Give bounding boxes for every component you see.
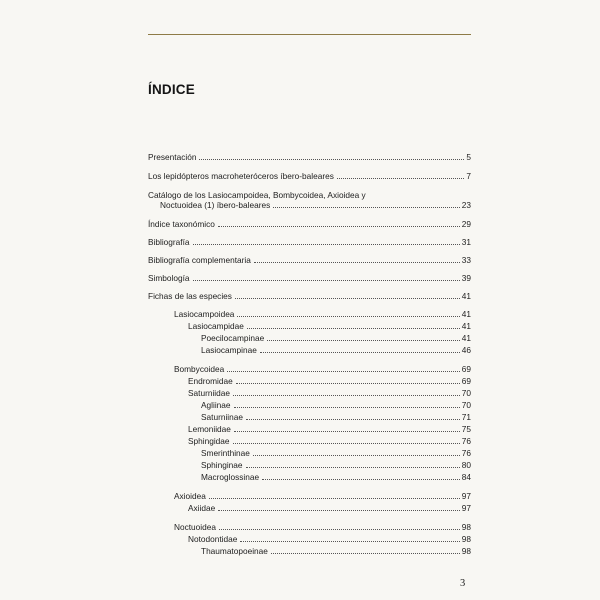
toc-entry-page: 69 [461, 364, 471, 374]
toc-entry-page: 5 [466, 152, 471, 162]
dot-leader [260, 352, 460, 353]
page-title: ÍNDICE [148, 82, 195, 97]
toc-entry-page: 71 [461, 412, 471, 422]
toc-entry-label: Bibliografía [148, 237, 190, 247]
toc-entry-saturniidae[interactable] [188, 387, 471, 399]
toc-entry-page: 70 [461, 388, 471, 398]
toc-entry-thaumatopoeinae[interactable] [201, 545, 471, 557]
toc-entry-label: Índice taxonómico [148, 219, 215, 229]
toc-entry-page: 41 [461, 309, 471, 319]
toc-entry-page: 46 [461, 345, 471, 355]
dot-leader [246, 467, 460, 468]
toc-entry-presentacion[interactable] [148, 151, 471, 163]
dot-leader [247, 328, 460, 329]
toc-entry-label: Axiidae [188, 503, 216, 513]
toc-entry-noctuoidea[interactable] [174, 521, 471, 533]
toc-entry-agliinae[interactable] [201, 399, 471, 411]
toc-entry-macroglossinae[interactable] [201, 471, 471, 483]
toc-entry-indice-taxonomico[interactable] [148, 218, 471, 230]
toc-entry-page: 31 [461, 237, 471, 247]
dot-leader [209, 498, 460, 499]
dot-leader [234, 407, 460, 408]
toc-entry-label: Smerinthinae [201, 448, 250, 458]
toc-entry-page: 41 [461, 333, 471, 343]
toc-entry-catalogo-line1[interactable]: Catálogo de los Lasiocampoidea, Bombycoidea, Axioidea y [148, 190, 366, 200]
dot-leader [237, 316, 459, 317]
toc-entry-label: Fichas de las especies [148, 291, 232, 301]
page-number: 3 [460, 578, 466, 589]
toc-entry-label: Lemoniidae [188, 424, 231, 434]
toc-entry-lasiocampoidea[interactable] [174, 308, 471, 320]
toc-entry-page: 80 [461, 460, 471, 470]
dot-leader [235, 298, 460, 299]
dot-leader [253, 455, 460, 456]
toc-entry-sphingidae[interactable] [188, 435, 471, 447]
toc-entry-bibliografia-complementaria[interactable] [148, 254, 471, 266]
toc-entry-label: Saturniinae [201, 412, 243, 422]
toc-entry-page: 39 [461, 273, 471, 283]
dot-leader [271, 553, 460, 554]
toc-entry-page: 76 [461, 436, 471, 446]
toc-entry-notodontidae[interactable] [188, 533, 471, 545]
toc-entry-page: 29 [461, 219, 471, 229]
toc-entry-lepidopteros[interactable] [148, 170, 471, 182]
toc-entry-simbologia[interactable] [148, 272, 471, 284]
toc-entry-page: 98 [461, 522, 471, 532]
dot-leader [246, 419, 460, 420]
toc-entry-label: Notodontidae [188, 534, 238, 544]
toc-entry-label: Lasiocampidae [188, 321, 244, 331]
toc-entry-page: 41 [461, 321, 471, 331]
toc-entry-catalogo[interactable] [160, 199, 471, 211]
toc-entry-label: Sphinginae [201, 460, 243, 470]
dot-leader [193, 244, 460, 245]
toc-entry-page: 98 [461, 546, 471, 556]
dot-leader [218, 510, 460, 511]
dot-leader [227, 371, 459, 372]
toc-entry-label: Lasiocampoidea [174, 309, 235, 319]
toc-entry-lasiocampinae[interactable] [201, 344, 471, 356]
toc-entry-page: 98 [461, 534, 471, 544]
toc-entry-saturniinae[interactable] [201, 411, 471, 423]
dot-leader [219, 529, 460, 530]
toc-entry-page: 84 [461, 472, 471, 482]
toc-entry-page: 7 [466, 171, 471, 181]
toc-entry-page: 76 [461, 448, 471, 458]
dot-leader [193, 280, 460, 281]
toc-entry-label: Macroglossinae [201, 472, 260, 482]
toc-entry-label: Saturniidae [188, 388, 230, 398]
toc-entry-page: 75 [461, 424, 471, 434]
top-rule [148, 34, 471, 35]
toc-entry-label: Bibliografía complementaria [148, 255, 251, 265]
toc-entry-fichas[interactable] [148, 290, 471, 302]
toc-entry-page: 97 [461, 491, 471, 501]
dot-leader [262, 479, 460, 480]
toc-entry-label: Presentación [148, 152, 197, 162]
toc-entry-page: 23 [461, 200, 471, 210]
dot-leader [337, 178, 465, 179]
dot-leader [218, 226, 460, 227]
dot-leader [240, 541, 459, 542]
toc-entry-label: Lasiocampinae [201, 345, 257, 355]
toc-entry-label: Endromidae [188, 376, 233, 386]
toc-entry-lasiocampidae[interactable] [188, 320, 471, 332]
toc-entry-page: 70 [461, 400, 471, 410]
toc-entry-label: Axioidea [174, 491, 206, 501]
toc-entry-bombycoidea[interactable] [174, 363, 471, 375]
toc-entry-page: 41 [461, 291, 471, 301]
toc-entry-smerinthinae[interactable] [201, 447, 471, 459]
dot-leader [254, 262, 460, 263]
toc-entry-label: Los lepidópteros macroheteróceros íbero-baleares [148, 171, 334, 181]
toc-entry-axioidea[interactable] [174, 490, 471, 502]
toc-entry-lemoniidae[interactable] [188, 423, 471, 435]
dot-leader [236, 383, 460, 384]
toc-entry-label: Sphingidae [188, 436, 230, 446]
dot-leader [199, 159, 464, 160]
toc-entry-page: 33 [461, 255, 471, 265]
toc-entry-label: Simbología [148, 273, 190, 283]
toc-entry-page: 97 [461, 503, 471, 513]
toc-entry-label: Noctuoidea (1) íbero-baleares [160, 200, 271, 210]
toc-entry-label: Noctuoidea [174, 522, 216, 532]
dot-leader [233, 443, 460, 444]
toc-entry-label: Agliinae [201, 400, 231, 410]
toc-entry-axiidae[interactable] [188, 502, 471, 514]
toc-entry-endromidae[interactable] [188, 375, 471, 387]
dot-leader [273, 207, 460, 208]
dot-leader [233, 395, 460, 396]
toc-entry-label: Bombycoidea [174, 364, 225, 374]
toc-entry-sphinginae[interactable] [201, 459, 471, 471]
toc-entry-poecilocampinae[interactable] [201, 332, 471, 344]
toc-entry-label: Poecilocampinae [201, 333, 265, 343]
toc-entry-page: 69 [461, 376, 471, 386]
dot-leader [234, 431, 460, 432]
toc-entry-label: Thaumatopoeinae [201, 546, 268, 556]
dot-leader [267, 340, 460, 341]
toc-entry-bibliografia[interactable] [148, 236, 471, 248]
